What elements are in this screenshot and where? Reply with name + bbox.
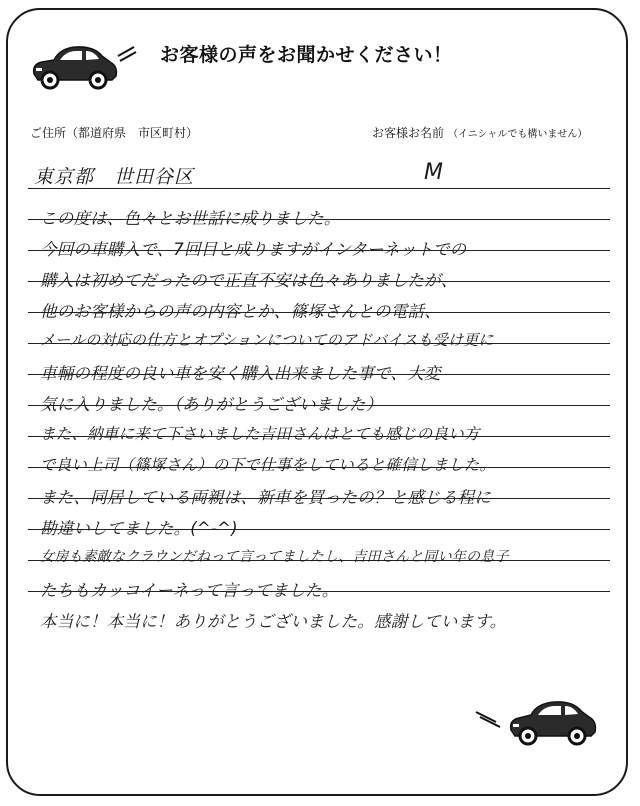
car-icon bbox=[28, 40, 120, 90]
name-note: （イニシャルでも構いません） bbox=[448, 129, 588, 140]
comment-line: この度は、色々とお世話に成りました。 bbox=[40, 209, 341, 228]
address-label bbox=[30, 124, 198, 141]
comment-line: 購入は初めてだったので正直不安は色々ありましたが、 bbox=[40, 271, 458, 290]
rule-line bbox=[28, 188, 610, 189]
name-answer: M bbox=[424, 160, 443, 185]
name-label bbox=[372, 124, 587, 141]
comment-line: で良い上司（篠塚さん）の下で仕事をしていると確信しました。 bbox=[40, 456, 496, 474]
comment-line: 今回の車購入で、7回目と成りますがインターネットでの bbox=[40, 240, 467, 259]
car-icon bbox=[505, 694, 601, 746]
comment-line: 勘違いしてました。(^-^) bbox=[40, 519, 238, 538]
comment-line: 女房も素敵なクラウンだねって言ってましたし、吉田さんと同い年の息子 bbox=[40, 549, 509, 565]
name-label-text: お客様お名前 bbox=[372, 126, 445, 140]
comment-line: また、同居している両親は、新車を買ったの？と感じる程に bbox=[40, 488, 491, 507]
motion-lines-icon bbox=[116, 44, 138, 64]
motion-lines-icon bbox=[474, 708, 504, 730]
comment-line: また、納車に来て下さいました吉田さんはとても感じの良い方 bbox=[40, 425, 480, 443]
address-answer: 東京都 世田谷区 bbox=[34, 166, 195, 188]
comment-line: 本当に！本当に！ありがとうございました。感謝しています。 bbox=[40, 612, 507, 631]
comment-line: メールの対応の仕方とオプションについてのアドバイスも受け更に bbox=[40, 331, 494, 349]
comment-line: 車輛の程度の良い車を安く購入出来ました事で、大変 bbox=[40, 364, 441, 383]
comment-line: たちもカッコイーネって言ってました。 bbox=[40, 581, 339, 600]
comment-line: 他のお客様からの声の内容とか、篠塚さんとの電話、 bbox=[40, 302, 441, 321]
address-label-text: ご住所（都道府県 市区町村） bbox=[30, 126, 199, 140]
page-title: お客様の声をお聞かせください！ bbox=[160, 44, 453, 66]
comment-line: 気に入りました。（ありがとうございました） bbox=[40, 395, 383, 414]
